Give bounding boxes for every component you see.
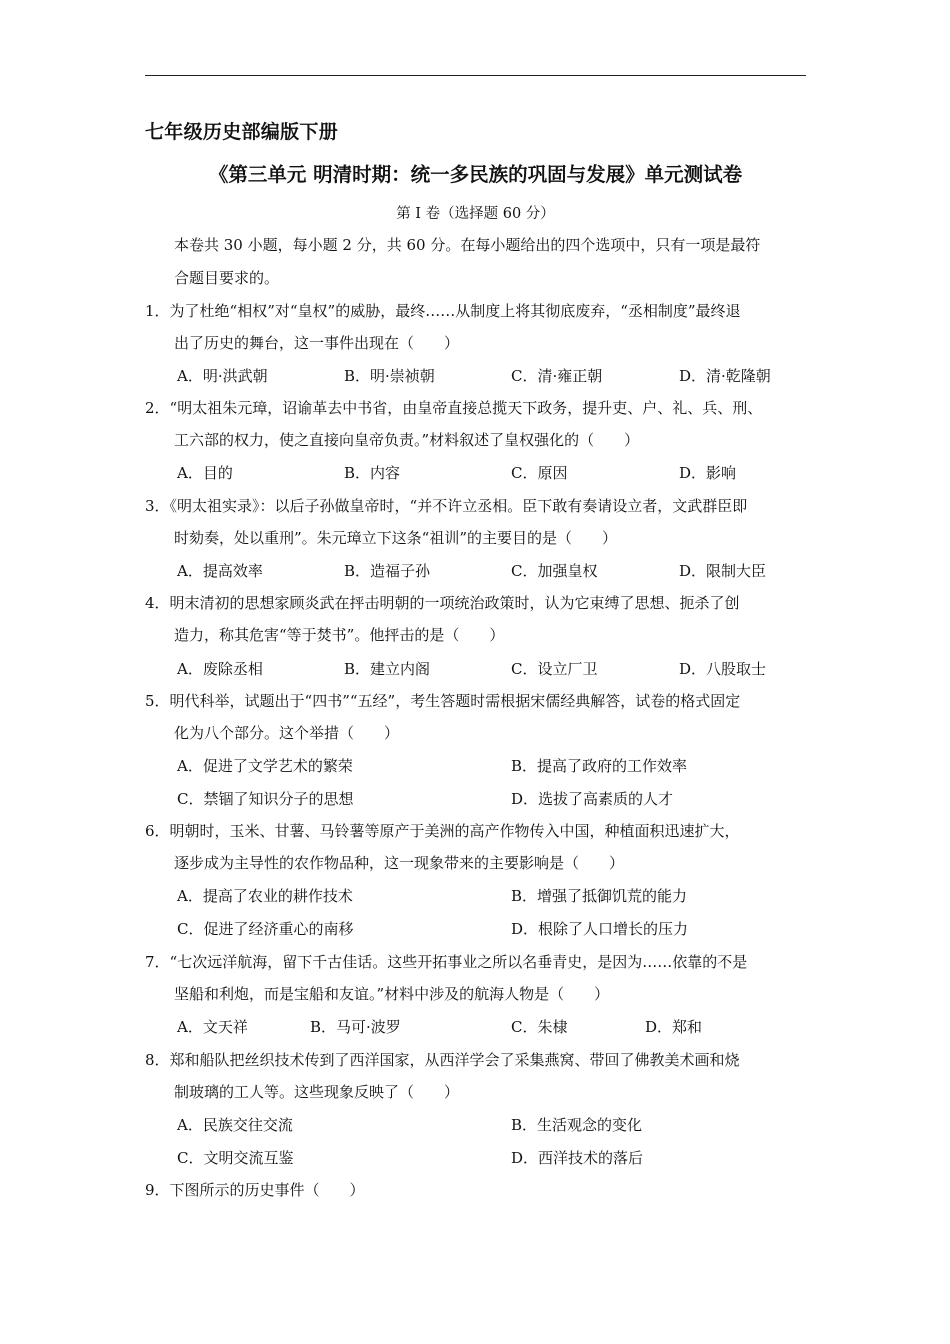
option-c: C．朱棣 — [511, 1018, 568, 1036]
question-1-line: 出了历史的舞台，这一事件出现在（ ） — [174, 334, 460, 352]
option-d: D．西洋技术的落后 — [511, 1149, 644, 1167]
option-c: C．加强皇权 — [511, 562, 598, 580]
option-d: D．选拔了高素质的人才 — [511, 790, 674, 808]
question-4-line: 4．明末清初的思想家顾炎武在抨击明朝的一项统治政策时，认为它束缚了思想、扼杀了创 — [145, 594, 740, 612]
question-8-line: 8．郑和船队把丝织技术传到了西洋国家，从西洋学会了采集燕窝、带回了佛教美术画和烧 — [145, 1051, 740, 1069]
option-b: B．建立内阁 — [344, 660, 431, 678]
option-b: B．马可·波罗 — [310, 1018, 401, 1036]
option-d: D．郑和 — [645, 1018, 703, 1036]
option-b: B．提高了政府的工作效率 — [511, 757, 688, 775]
option-c: C．原因 — [511, 464, 568, 482]
option-d: D．影响 — [679, 464, 737, 482]
option-a: A．目的 — [177, 464, 233, 482]
option-a: A．提高效率 — [177, 562, 263, 580]
option-c: C．设立厂卫 — [511, 660, 598, 678]
option-a: A．提高了农业的耕作技术 — [177, 887, 353, 905]
question-4-line: 造力，称其危害“等于焚书”。他抨击的是（ ） — [174, 626, 505, 644]
question-3-line: 时劾奏，处以重刑”。朱元璋立下这条“祖训”的主要目的是（ ） — [174, 529, 618, 547]
question-6-line: 6．明朝时，玉米、甘薯、马铃薯等原产于美洲的高产作物传入中国，种植面积迅速扩大， — [145, 822, 740, 840]
option-b: B．生活观念的变化 — [511, 1116, 643, 1134]
question-6-line: 逐步成为主导性的农作物品种，这一现象带来的主要影响是（ ） — [174, 854, 625, 872]
option-b: B．明·崇祯朝 — [344, 367, 435, 385]
question-2-line: 2．“明太祖朱元璋，诏谕革去中书省，由皇帝直接总揽天下政务，提升吏、户、礼、兵、刑、 — [145, 399, 763, 417]
instructions-line: 合题目要求的。 — [174, 269, 280, 287]
option-c: C．清·雍正朝 — [511, 367, 603, 385]
question-1-line: 1．为了杜绝“相权”对“皇权”的威胁，最终……从制度上将其彻底废弃，“丞相制度”最终退 — [145, 302, 741, 320]
section-title: 第 I 卷（选择题 60 分） — [396, 206, 555, 222]
option-b: B．增强了抵御饥荒的能力 — [511, 887, 688, 905]
option-a: A．民族交往交流 — [177, 1116, 293, 1134]
option-c: C．促进了经济重心的南移 — [177, 920, 354, 938]
question-7-line: 7．“七次远洋航海，留下千古佳话。这些开拓事业之所以名垂青史，是因为……依靠的不是 — [145, 953, 748, 971]
option-d: D．限制大臣 — [679, 562, 767, 580]
option-d: D．清·乾隆朝 — [679, 367, 771, 385]
paper-title: 《第三单元 明清时期：统一多民族的巩固与发展》单元测试卷 — [208, 163, 743, 186]
question-3-line: 3．《明太祖实录》：以后子孙做皇帝时，“并不许立丞相。臣下敢有奏请设立者，文武群臣即 — [145, 497, 748, 515]
option-a: A．明·洪武朝 — [177, 367, 268, 385]
question-7-line: 坚船和利炮，而是宝船和友谊。”材料中涉及的航海人物是（ ） — [174, 985, 610, 1003]
option-c: C．禁锢了知识分子的思想 — [177, 790, 354, 808]
question-9-line: 9．下图所示的历史事件（ ） — [145, 1181, 365, 1199]
option-d: D．根除了人口增长的压力 — [511, 920, 689, 938]
grade-title: 七年级历史部编版下册 — [145, 121, 339, 143]
option-a: A．促进了文学艺术的繁荣 — [177, 757, 353, 775]
question-2-line: 工六部的权力，使之直接向皇帝负责。”材料叙述了皇权强化的（ ） — [174, 431, 640, 449]
question-5-line: 5．明代科举，试题出于“四书”“五经”，考生答题时需根据宋儒经典解答，试卷的格式固定 — [145, 692, 741, 710]
question-8-line: 制玻璃的工人等。这些现象反映了（ ） — [174, 1083, 460, 1101]
option-d: D．八股取士 — [679, 660, 767, 678]
option-a: A．文天祥 — [177, 1018, 248, 1036]
question-5-line: 化为八个部分。这个举措（ ） — [174, 724, 400, 742]
option-a: A．废除丞相 — [177, 660, 263, 678]
option-b: B．造福子孙 — [344, 562, 431, 580]
option-b: B．内容 — [344, 464, 401, 482]
option-c: C．文明交流互鉴 — [177, 1149, 294, 1167]
header-rule — [145, 75, 806, 76]
instructions-line: 本卷共 30 小题，每小题 2 分，共 60 分。在每小题给出的四个选项中，只有一项是最符 — [174, 236, 761, 254]
